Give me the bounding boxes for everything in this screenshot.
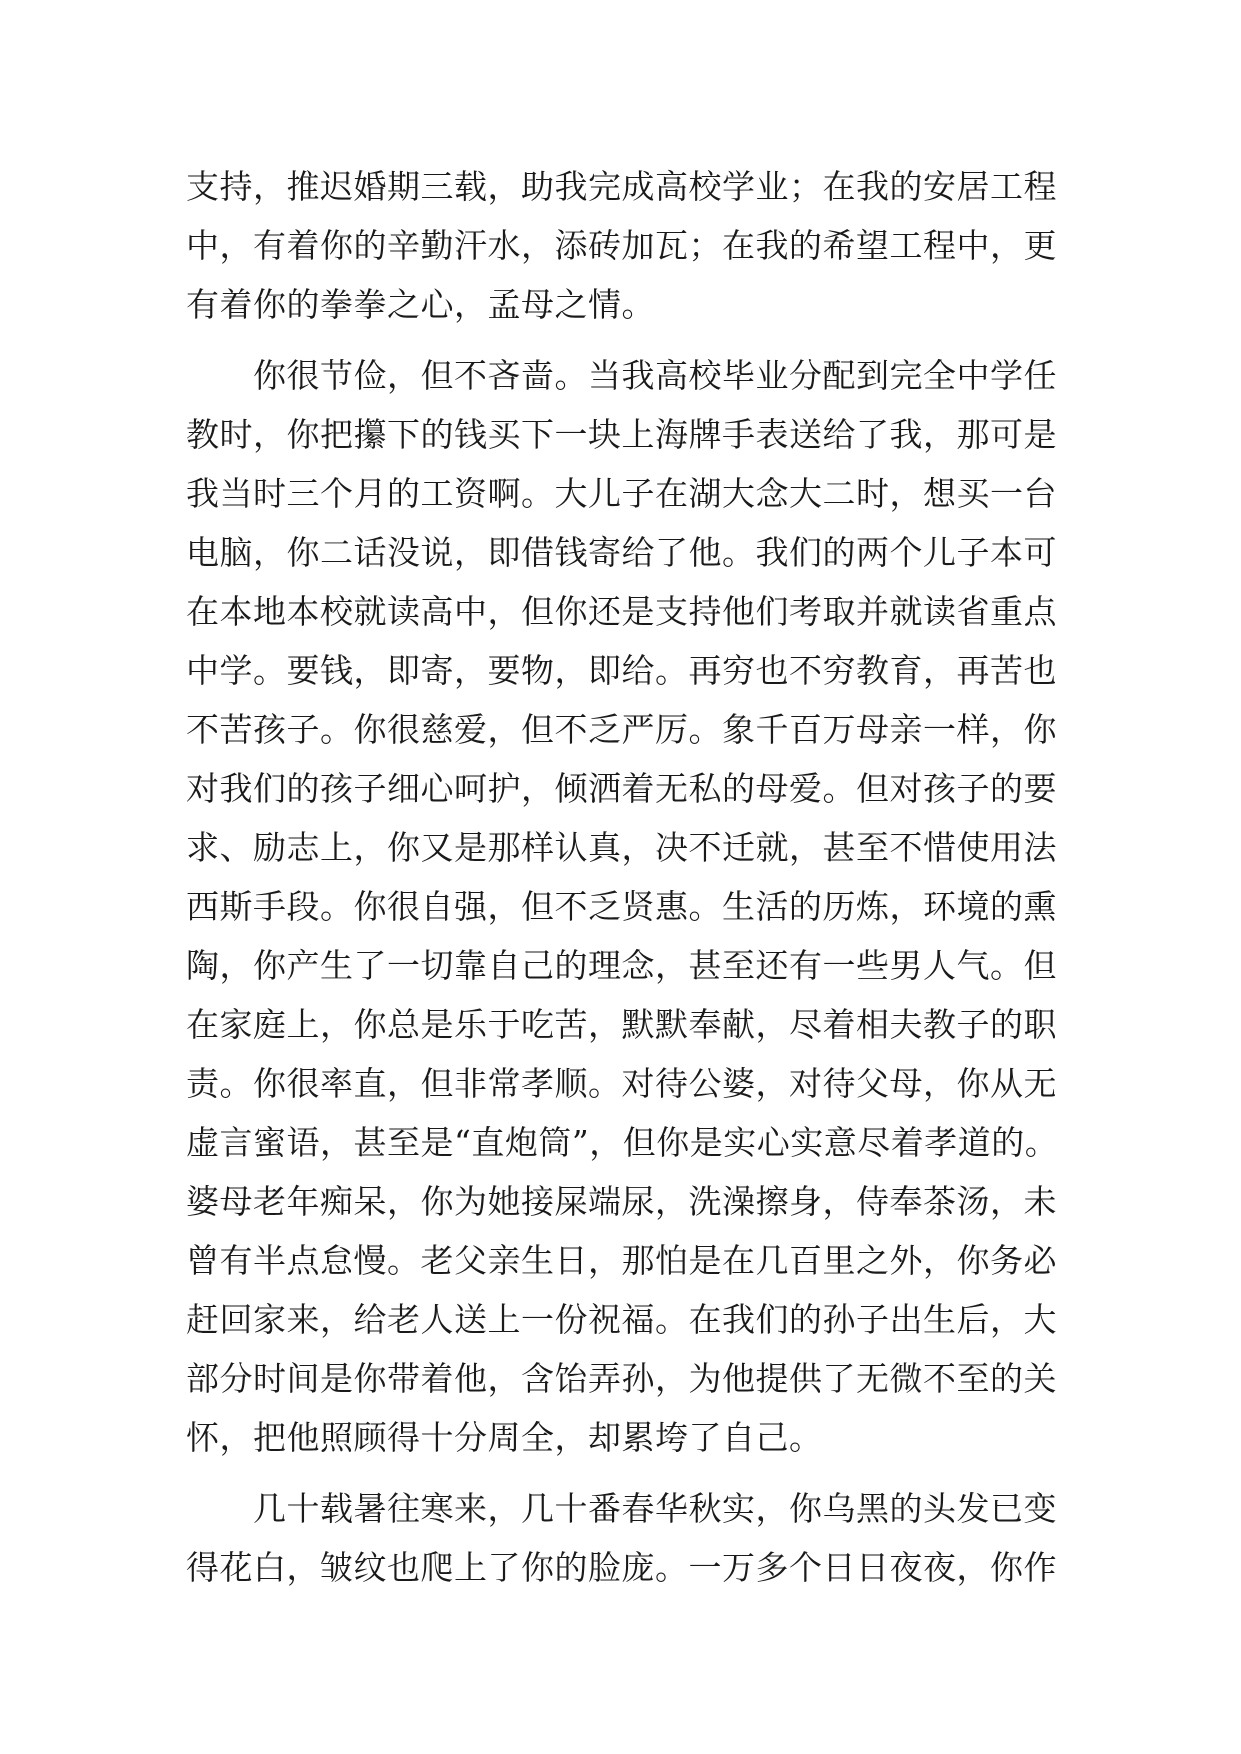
text-line: 在本地本校就读高中，但你还是支持他们考取并就读省重点 <box>186 592 1057 631</box>
paragraph-spacer <box>186 334 1086 346</box>
text-line: 教时，你把攥下的钱买下一块上海牌手表送给了我，那可是 <box>186 415 1057 454</box>
text-line: 我当时三个月的工资啊。大儿子在湖大念大二时，想买一台 <box>186 474 1057 513</box>
paragraph-1 <box>186 157 1086 334</box>
text-line: 在家庭上，你总是乐于吃苦，默默奉献，尽着相夫教子的职 <box>186 1005 1057 1044</box>
text-line: 曾有半点怠慢。老父亲生日，那怕是在几百里之外，你务必 <box>186 1241 1057 1280</box>
paragraph-3 <box>186 1479 1086 1597</box>
text-line: 支持，推迟婚期三载，助我完成高校学业；在我的安居工程 <box>186 167 1057 206</box>
text-line: 怀，把他照顾得十分周全，却累垮了自己。 <box>186 1418 823 1457</box>
paragraph-spacer <box>186 1467 1086 1479</box>
text-line: 西斯手段。你很自强，但不乏贤惠。生活的历炼，环境的熏 <box>186 887 1057 926</box>
text-line: 不苦孩子。你很慈爱，但不乏严厉。象千百万母亲一样，你 <box>186 710 1057 749</box>
text-line: 对我们的孩子细心呵护，倾洒着无私的母爱。但对孩子的要 <box>186 769 1057 808</box>
text-line: 你很节俭，但不吝啬。当我高校毕业分配到完全中学任 <box>186 356 1057 395</box>
text-line: 几十载暑往寒来，几十番春华秋实，你乌黑的头发已变 <box>186 1489 1057 1528</box>
text-line: 有着你的拳拳之心，孟母之情。 <box>186 285 655 324</box>
text-line: 虚言蜜语，甚至是“直炮筒”，但你是实心实意尽着孝道的。 <box>186 1123 1059 1162</box>
text-line: 求、励志上，你又是那样认真，决不迁就，甚至不惜使用法 <box>186 828 1057 867</box>
text-line: 责。你很率直，但非常孝顺。对待公婆，对待父母，你从无 <box>186 1064 1057 1103</box>
text-line: 中学。要钱，即寄，要物，即给。再穷也不穷教育，再苦也 <box>186 651 1057 690</box>
text-line: 部分时间是你带着他，含饴弄孙，为他提供了无微不至的关 <box>186 1359 1057 1398</box>
document-body <box>186 157 1086 1597</box>
paragraph-2 <box>186 346 1086 1467</box>
text-line: 电脑，你二话没说，即借钱寄给了他。我们的两个儿子本可 <box>186 533 1057 572</box>
text-line: 中，有着你的辛勤汗水，添砖加瓦；在我的希望工程中，更 <box>186 226 1057 265</box>
text-line: 赶回家来，给老人送上一份祝福。在我们的孙子出生后，大 <box>186 1300 1057 1339</box>
text-line: 陶，你产生了一切靠自己的理念，甚至还有一些男人气。但 <box>186 946 1057 985</box>
text-line: 得花白，皱纹也爬上了你的脸庞。一万多个日日夜夜，你作 <box>186 1548 1057 1587</box>
text-line: 婆母老年痴呆，你为她接屎端尿，洗澡擦身，侍奉茶汤，未 <box>186 1182 1057 1221</box>
